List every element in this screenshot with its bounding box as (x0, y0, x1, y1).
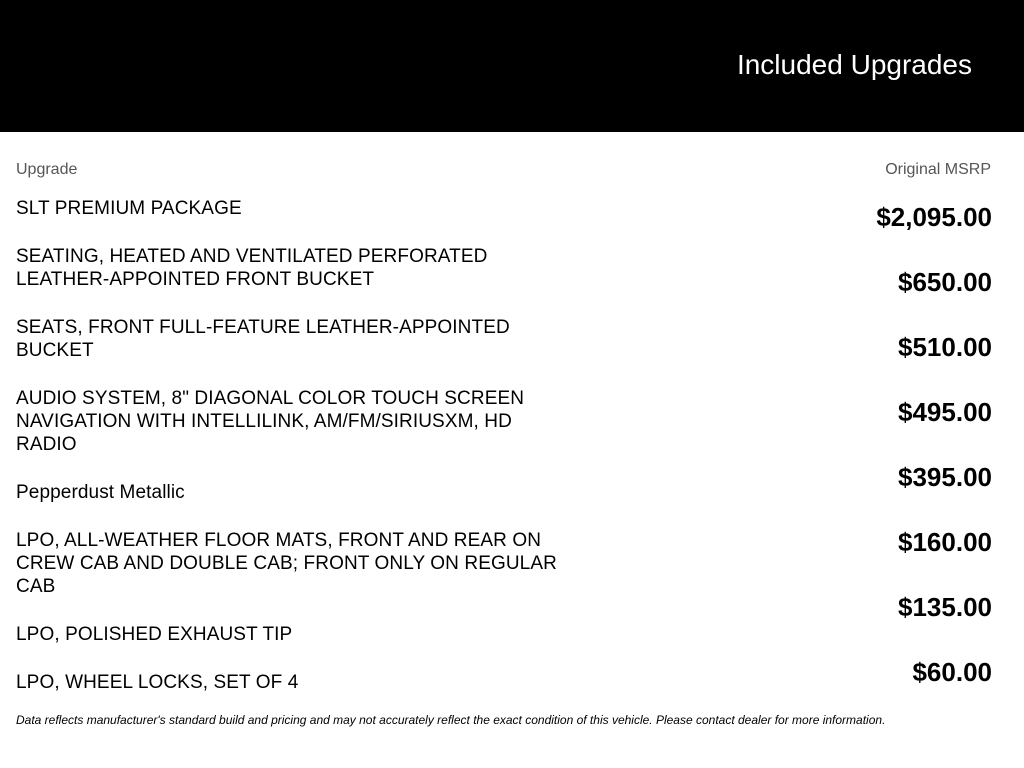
upgrade-price: $135.00 (898, 592, 992, 622)
upgrade-name: LPO, WHEEL LOCKS, SET OF 4 (16, 672, 299, 693)
column-header-msrp: Original MSRP (885, 161, 991, 178)
upgrade-list (16, 197, 576, 719)
upgrade-price: $60.00 (912, 657, 992, 687)
upgrade-price: $510.00 (898, 332, 992, 362)
upgrade-price: $650.00 (898, 267, 992, 297)
upgrade-name: AUDIO SYSTEM, 8" DIAGONAL COLOR TOUCH SCREEN NAVIGATION WITH INTELLILINK, AM/FM/SIRIUSXM, HD RADIO (16, 388, 525, 455)
page-title: Included Upgrades (736, 49, 972, 80)
column-header-upgrade: Upgrade (16, 161, 78, 178)
disclaimer-text: Data reflects manufacturer's standard build and pricing and may not accurately reflect the exact condition of this vehicle. Please contact dealer for more information. (16, 713, 886, 727)
upgrade-name: SEATING, HEATED AND VENTILATED PERFORATED LEATHER-APPOINTED FRONT BUCKET (16, 246, 488, 290)
upgrade-name: SEATS, FRONT FULL-FEATURE LEATHER-APPOINTED BUCKET (16, 317, 510, 361)
upgrade-name: LPO, ALL-WEATHER FLOOR MATS, FRONT AND REAR ON CREW CAB AND DOUBLE CAB; FRONT ONLY ON REGULAR CAB (16, 530, 557, 597)
upgrade-name: LPO, POLISHED EXHAUST TIP (16, 624, 293, 645)
header-bar (0, 0, 1024, 132)
price-list (792, 199, 992, 719)
upgrade-price: $395.00 (898, 462, 992, 492)
upgrade-price: $160.00 (898, 527, 992, 557)
upgrade-name: Pepperdust Metallic (16, 482, 185, 503)
upgrade-price: $2,095.00 (876, 202, 992, 232)
upgrade-name: SLT PREMIUM PACKAGE (16, 198, 242, 219)
upgrade-price: $495.00 (898, 397, 992, 427)
